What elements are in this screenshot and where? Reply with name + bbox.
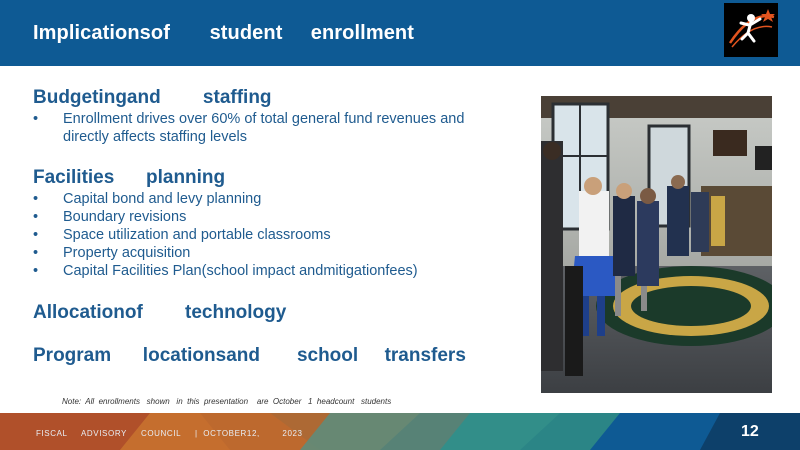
bullet-item — [33, 110, 513, 146]
bullet-item — [33, 208, 513, 226]
school-mascot-logo-icon — [724, 3, 778, 57]
section-heading-program: Program locationsand school transfers — [33, 345, 466, 366]
bullet-dot-icon: • — [33, 111, 39, 127]
slide-content — [33, 86, 513, 368]
section-heading-technology: Allocationof technology — [33, 302, 287, 323]
bullet-item — [33, 226, 513, 244]
bullet-text: Space utilization and portable classrooms — [63, 227, 331, 243]
slide-title: Implicationsof student enrollment — [33, 22, 414, 44]
school-lobby-photo — [541, 96, 772, 393]
bullet-list-budgeting — [33, 110, 513, 146]
bullet-item — [33, 190, 513, 208]
slide-header — [0, 0, 800, 66]
bullet-dot-icon: • — [33, 227, 39, 243]
bullet-dot-icon: • — [33, 209, 39, 225]
bullet-text: Boundary revisions — [63, 209, 187, 225]
bullet-dot-icon: • — [33, 245, 39, 261]
section-heading-budgeting: Budgetingand staffing — [33, 87, 272, 108]
bullet-text: Enrollment drives over 60% of total general fund revenues and directly affects staffing levels — [63, 111, 465, 145]
enrollment-note: Note: All enrollments shown in this presentation are October 1 headcount students — [62, 397, 392, 406]
slide-footer — [0, 413, 800, 450]
bullet-item — [33, 244, 513, 262]
bullet-dot-icon: • — [33, 263, 39, 279]
footer-text: FISCAL ADVISORY COUNCIL | OCTOBER12, 2023 — [36, 429, 303, 438]
bullet-list-facilities — [33, 190, 513, 280]
bullet-text: Capital bond and levy planning — [63, 191, 262, 207]
bullet-text: Property acquisition — [63, 245, 191, 261]
page-number: 12 — [741, 423, 759, 440]
bullet-item — [33, 262, 513, 280]
bullet-text: Capital Facilities Plan(school impact andmitigationfees) — [63, 263, 418, 279]
bullet-dot-icon: • — [33, 191, 39, 207]
section-heading-facilities: Facilities planning — [33, 167, 226, 188]
